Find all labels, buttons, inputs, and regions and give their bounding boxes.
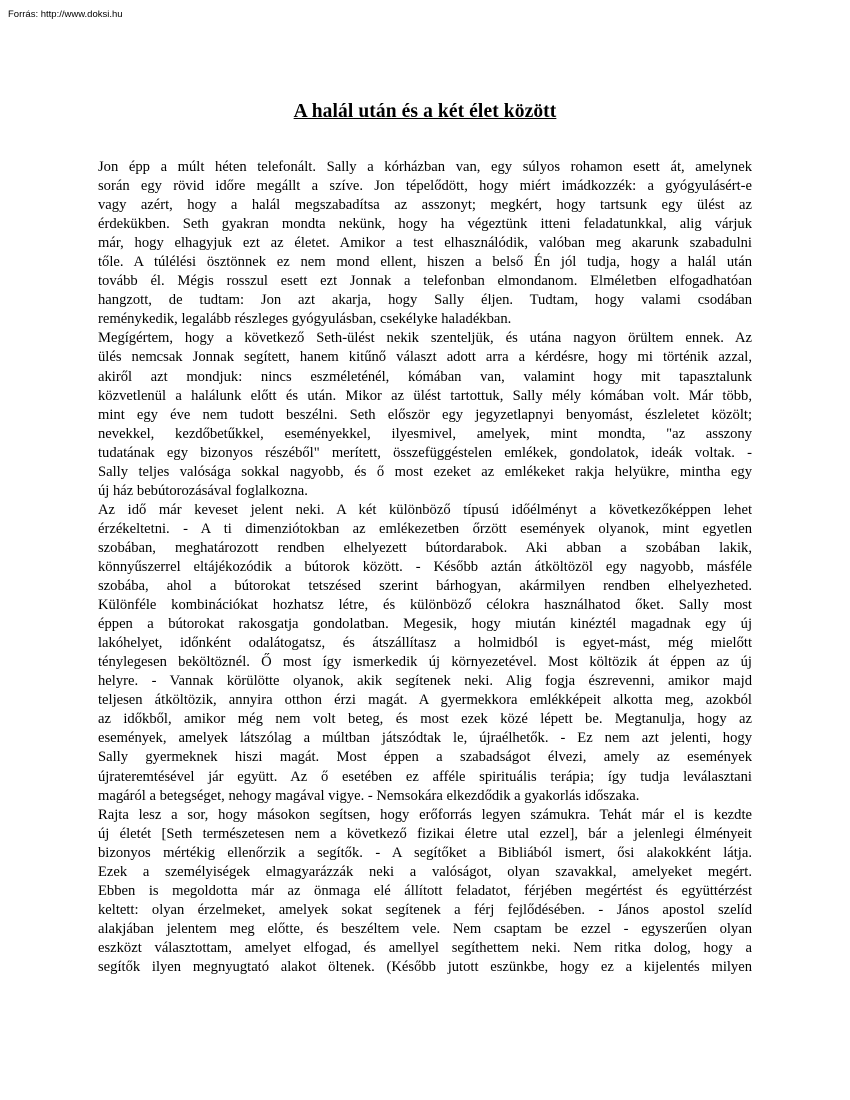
text-line: bizonyos mértékig ellenőrzik a segítők. - A segítőket a Bibliából ismert, ősi alakokként látja. <box>98 844 752 861</box>
text-line: tudatának egy bizonyos részéből" merített, összefüggéstelen emlékek, gondolatok, ideák voltak. - <box>98 444 752 461</box>
text-line: könnyűszerrel eltájékozódik a bútorok között. - Később aztán átköltözöl egy nagyobb, másféle <box>98 558 752 575</box>
paragraph <box>98 806 752 977</box>
text-line: teljesen átköltözik, annyira otthon érzi magát. A gyermekkora emlékképeit alkotta meg, azokból <box>98 692 752 709</box>
text-line: események, amelyek látszólag a múltban játszódtak le, újraélhetők. - Ez nem azt jelenti, hogy <box>98 730 752 747</box>
text-line: Jon épp a múlt héten telefonált. Sally a kórházban van, egy súlyos rohamon esett át, amelynek <box>98 159 752 175</box>
text-line: segítők ilyen megnyugtató alakot öltenek. (Később jutott eszünkbe, hogy ez a kijelentés milyen <box>98 958 752 975</box>
text-line: magáról a betegséget, nehogy magával vigye. - Nemsokára elkezdődik a gyakorlás időszaka. <box>98 787 640 804</box>
text-line: éppen a bútorokat rakosgatja gondolatban. Megesik, hogy miután kinéztél magadnak egy új <box>98 616 752 633</box>
text-line: nevekkel, kezdőbetűkkel, eseményekkel, ilyesmivel, amelyek, mint mondta, "az asszony <box>98 425 752 442</box>
text-line: már, hogy elhagyjuk ezt az életet. Amikor a test elhasználódik, valóban meg akarunk szabadulni <box>98 235 752 252</box>
text-line: szobában, meghatározott rendben elhelyezett bútordarabok. Aki abban a szobában lakik, <box>98 539 752 556</box>
text-line: érdekükben. Seth gyakran mondta nekünk, hogy ha végeztünk itteni feladatunkkal, alig várjuk <box>98 216 752 233</box>
text-line: új életét [Seth természetesen nem a következő fizikai életre utal ezzel], bár a jelenlegi élményeit <box>98 825 752 842</box>
text-line: ülés nemcsak Jonnak segített, hanem kitűnő választ adott arra a kérdésre, hogy mi történik azzal, <box>98 349 752 366</box>
text-line: új ház bebútorozásával foglalkozna. <box>98 482 308 499</box>
text-line: Megígértem, hogy a következő Seth-ülést nekik szenteljük, és utána nagyon örültem ennek. Az <box>98 330 752 347</box>
text-line: Rajta lesz a sor, hogy másokon segítsen, hogy erőforrás legyen számukra. Tehát már el is kezdte <box>98 806 752 823</box>
text-line: akiről azt mondjuk: nincs eszméleténél, kómában van, valamint hogy mit tapasztalunk <box>98 368 752 385</box>
text-line: az időkből, amikor még nem volt beteg, és most ezek közé lépett be. Megtanulja, hogy az <box>98 711 752 728</box>
text-line: közvetlenül a halálunk előtt és után. Mikor az ülést tartottuk, Sally mély kómában volt. Már több, <box>98 387 752 404</box>
text-line: Sally teljes valósága sokkal nagyobb, és ő most ezeket az emlékeket rakja helyükre, mintha egy <box>98 463 752 480</box>
text-line: Ezek a személyiségek elmagyarázzák neki a valóságot, olyan szavakkal, amelyeket megért. <box>98 863 752 880</box>
paragraph <box>98 329 752 500</box>
text-line: érzékeltetni. - A ti dimenziótokban az emlékezetben őrzött események olyanok, mint egyetlen <box>98 520 752 537</box>
paragraph <box>98 158 752 329</box>
text-line: Ebben is megoldotta már az önmaga elé állított feladatot, férjében megértést és együttérzést <box>98 882 752 899</box>
text-line: reménykedik, legalább részleges gyógyulásban, csekélyke haladékban. <box>98 311 512 328</box>
document-title: A halál után és a két élet között <box>293 101 557 122</box>
text-line: helyre. - Vannak körülötte olyanok, akik segítenek neki. Alig fogja észrevenni, amikor majd <box>98 673 752 690</box>
text-line: alakjában jelentem meg előtte, és beszéltem vele. Nem csaptam be ezzel - egyszerűen olyan <box>98 920 752 937</box>
text-line: Különféle kombinációkat hozhatsz létre, és különböző célokra használhatod őket. Sally most <box>98 597 752 614</box>
text-line: tőle. A túlélési ösztönnek ez nem mond ellent, hiszen a belső Én jól tudja, hogy a halál után <box>98 254 752 271</box>
source-note: Forrás: http://www.doksi.hu <box>8 9 123 20</box>
text-line: hangzott, de tudtam: Jon azt akarja, hogy Sally éljen. Tudtam, hogy valami csodában <box>98 292 752 309</box>
document-body <box>98 158 752 977</box>
text-line: mint egy éve nem tudott beszélni. Seth először egy jegyzetlapnyi benyomást, észleletet közölt; <box>98 406 752 423</box>
text-line: során egy rövid időre megállt a szíve. Jon tépelődött, hogy miért imádkozzék: a gyógyulásért-e <box>98 178 752 195</box>
text-line: újrateremtésével jár együtt. Az ő esetében ez afféle spirituális terápia; így tudja leválasztani <box>98 768 752 785</box>
text-line: szobába, ahol a bútorokat tetszésed szerint bárhogyan, akármilyen rendben elhelyezheted. <box>98 578 752 595</box>
text-line: keltett: olyan érzelmeket, amelyek sokat segítenek a férj fejlődésében. - János apostol szelíd <box>98 901 752 918</box>
text-line: vagy azért, hogy a halál megszabadítsa az asszonyt; megkért, hogy tartsunk egy ülést az <box>98 197 752 214</box>
text-line: ténylegesen beköltöznél. Ő most így ismerkedik új környezetével. Most költözik át éppen az új <box>98 654 752 671</box>
text-line: Az idő már keveset jelent neki. A két különböző típusú időélményt a következőképpen lehet <box>98 501 752 518</box>
text-line: Sally gyermeknek hiszi magát. Most éppen a szabadságot élvezi, amely az események <box>98 749 752 766</box>
text-line: eszközt választottam, amelyet elfogad, és amellyel segíthettem neki. Nem ritka dolog, hogy a <box>98 939 752 956</box>
paragraph <box>98 501 752 806</box>
text-line: lakóhelyet, időnként odalátogatsz, és átszállítasz a holmidból is egyet-mást, még mielőtt <box>98 635 752 652</box>
text-line: tovább él. Mégis rosszul esett ezt Jonnak a telefonban elmondanom. Elméletben elfogadhatóan <box>98 273 752 290</box>
